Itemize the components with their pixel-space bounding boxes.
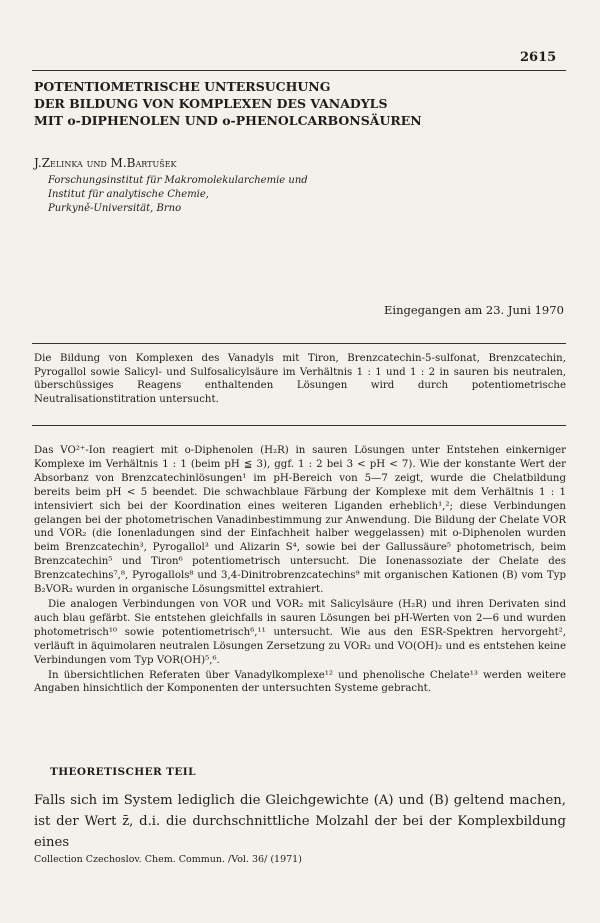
affiliation-line: Institut für analytische Chemie, (48, 189, 209, 200)
abstract-bottom-rule (32, 425, 566, 426)
journal-footer: Collection Czechoslov. Chem. Commun. /Vol. 36/ (1971) (34, 854, 302, 865)
affiliation (48, 174, 308, 216)
page-number: 2615 (520, 50, 557, 65)
affiliation-line: Purkyně-Universität, Brno (48, 203, 182, 214)
top-rule (32, 70, 566, 71)
paragraph: Die analogen Verbindungen von VOR und VOR₂ mit Salicylsäure (H₂R) und ihren Derivaten sind auch blau gefärbt. Sie entstehen gleichfalls in sauren Lösungen bei pH-Werten von 2—6 und wurden photometrisch¹⁰ sowie potentiometrisch⁶,¹¹ untersucht. Wie aus den ESR-Spektren hervorgeht², verläuft in äquimolaren neutralen Lösungen Zersetzung zu VOR₂ und VO(OH)₂ und es entstehen keine Verbindungen vom Typ VOR(OH)⁵,⁶. (34, 598, 566, 666)
paragraph: Das VO²⁺-Ion reagiert mit o-Diphenolen (H₂R) in sauren Lösungen unter Entstehen einkerniger Komplexe im Verhältnis 1 : 1 (beim pH ≦ 3), ggf. 1 : 2 bei 3 < pH < 7). Wie der konstante Wert der Absorbanz von Brenzcatechinlösungen¹ im pH-Bereich von 5—7 zeigt, wurde die Chelatbildung bereits beim pH < 5 beendet. Die schwachblaue Färbung der Komplexe mit dem Verhältnis 1 : 1 intensiviert sich bei der Koordination eines weiteren Liganden erheblich¹,²; diese Verbindungen gelangen bei der photometrischen Vanadinbestimmung zur Anwendung. Die Bildung der Chelate VOR und VOR₂ (die Ionenladungen sind der Einfachheit halber weggelassen) mit o-Diphenolen wurden beim Brenzcatechin³, Pyrogallol³ und Alizarin S⁴, sowie bei der Gallussäure⁵ photometrisch, beim Brenzcatechin⁵ und Tiron⁶ potentiometrisch untersucht. Die Ionenassoziate der Chelate des Brenzcatechins⁷,⁸, Pyrogallols⁸ und 3,4-Dinitrobrenzcatechins⁹ mit organischen Kationen (B) vom Typ B₂VOR₂ wurden in organische Lösungsmittel extrahiert. (34, 445, 566, 596)
article-title (34, 78, 574, 129)
section-heading: THEORETISCHER TEIL (50, 766, 196, 778)
abstract: Die Bildung von Komplexen des Vanadyls mit Tiron, Brenzcatechin-5-sulfonat, Brenzcatechin, Pyrogallol sowie Salicyl- und Sulfosalicylsäure im Verhältnis 1 : 1 und 1 : 2 in sauren bis neutralen, überschüssiges Reagens enthaltenden Lösungen wird durch potentiometrische Neutralisationstitration untersucht. (34, 353, 566, 406)
title-line: MIT o-DIPHENOLEN UND o-PHENOLCARBONSÄUREN (34, 113, 422, 128)
title-line: POTENTIOMETRISCHE UNTERSUCHUNG (34, 79, 331, 94)
received-date: Eingegangen am 23. Juni 1970 (384, 303, 564, 317)
continuation-text: Falls sich im System lediglich die Gleichgewichte (A) und (B) geltend machen, ist der Wert z̄, d.i. die durchschnittliche Molzahl der bei der Komplexbildung eines (34, 793, 566, 850)
body-text (34, 444, 566, 697)
abstract-top-rule (32, 343, 566, 344)
affiliation-line: Forschungsinstitut für Makromolekularchemie und (48, 175, 308, 186)
paragraph: In übersichtlichen Referaten über Vanadylkomplexe¹² und phenolische Chelate¹³ werden weitere Angaben hinsichtlich der Komponenten der untersuchten Systeme gebracht. (34, 669, 566, 695)
authors: J.Zelinka und M.Bartušek (34, 156, 177, 170)
title-line: DER BILDUNG VON KOMPLEXEN DES VANADYLS (34, 96, 388, 111)
